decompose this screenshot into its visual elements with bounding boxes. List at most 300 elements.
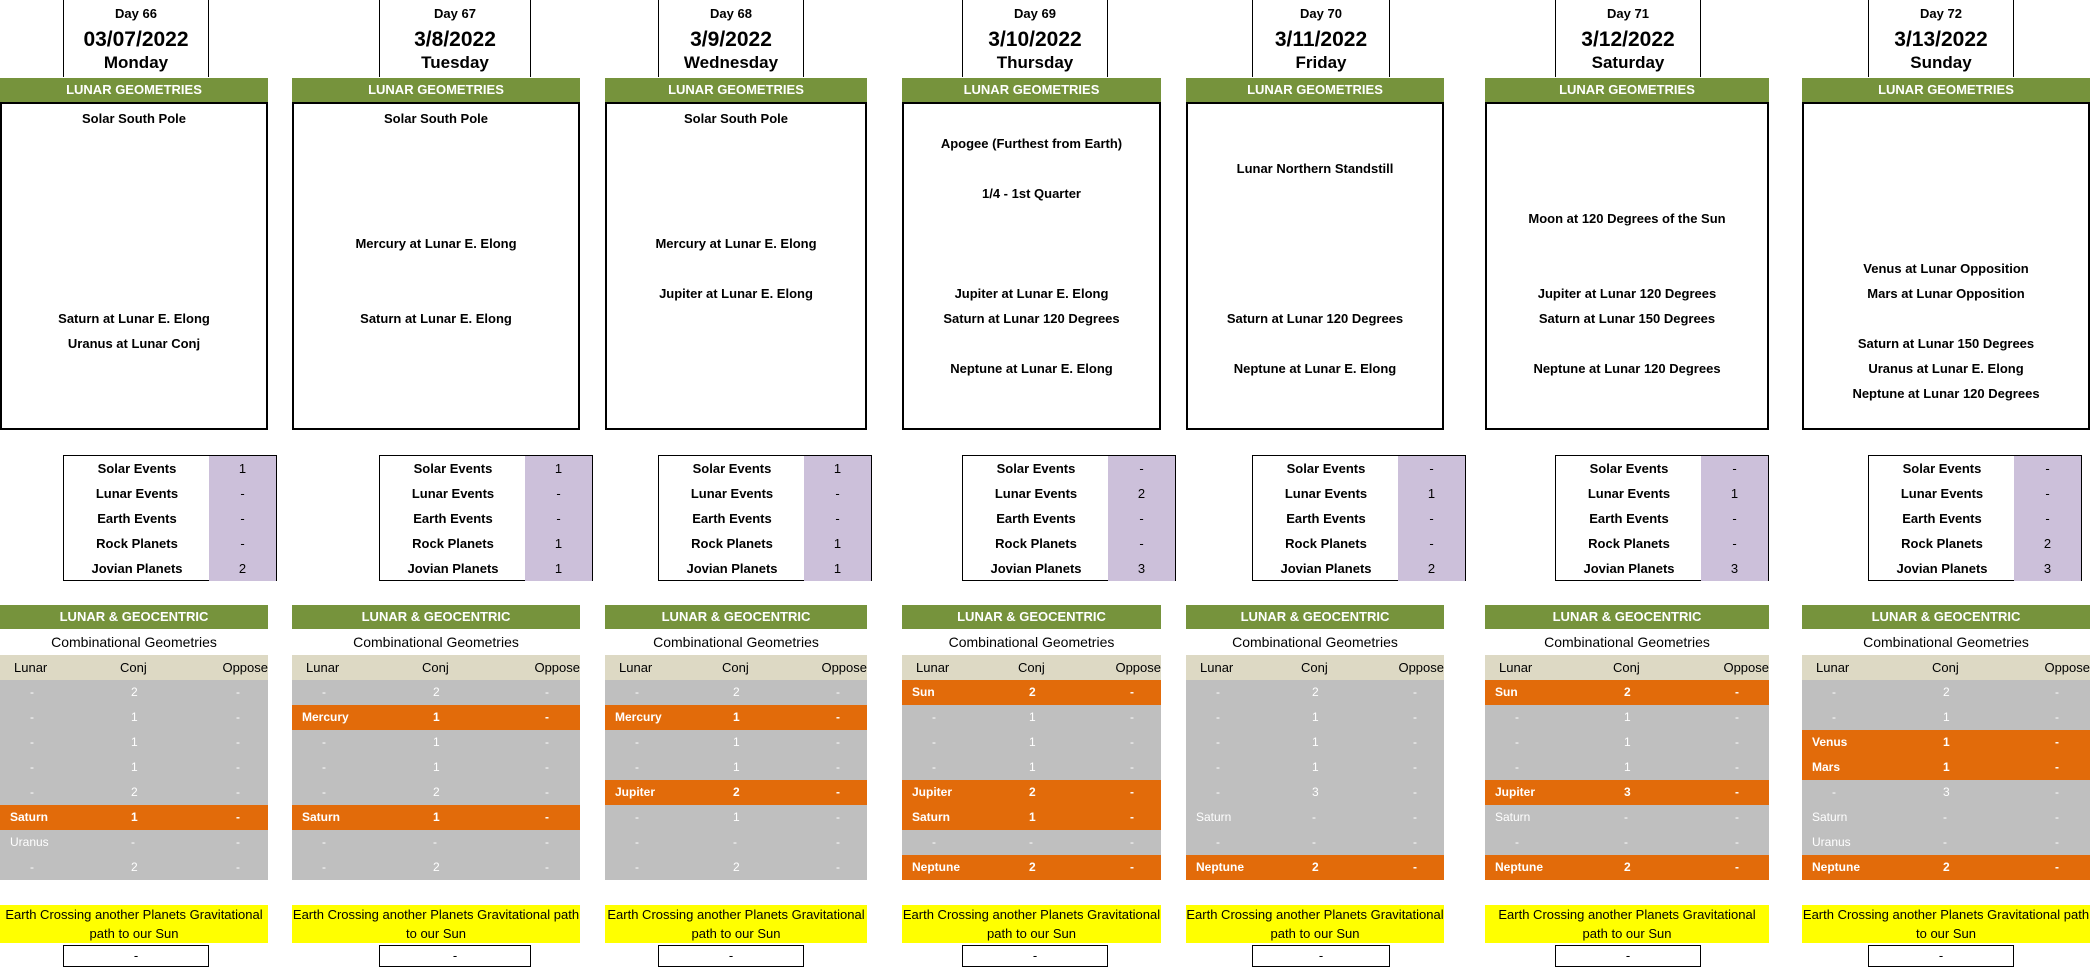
- event-count-label: Rock Planets: [96, 536, 178, 551]
- event-count-value: -: [1108, 456, 1175, 481]
- combo-lunar: -: [322, 685, 326, 699]
- lunar-event: Uranus at Lunar E. Elong: [1868, 361, 2024, 376]
- combo-conj: -: [733, 835, 737, 849]
- combo-row: [1485, 755, 1769, 780]
- combo-conj: -: [1943, 835, 1947, 849]
- earth-crossing-label: Earth Crossing another Planets Gravitational path to our Sun: [0, 905, 268, 943]
- combo-lunar: Jupiter: [1495, 785, 1536, 799]
- combo-row: [0, 855, 268, 880]
- event-count-label: Earth Events: [97, 511, 177, 526]
- date-value: 3/9/2022: [690, 28, 772, 51]
- event-count-value: 1: [804, 531, 871, 556]
- combo-conj: 1: [1943, 760, 1950, 774]
- event-count-row: [659, 556, 871, 581]
- lunar-event: Mercury at Lunar E. Elong: [655, 236, 817, 251]
- event-count-label: Solar Events: [996, 461, 1076, 476]
- combo-lunar: Uranus: [1812, 835, 1851, 849]
- lunar-geometries-title: LUNAR GEOMETRIES: [605, 78, 867, 102]
- combo-lunar: Jupiter: [912, 785, 953, 799]
- weekday-label: Sunday: [1910, 53, 1972, 72]
- event-count-row: [1253, 506, 1465, 531]
- lunar-event: Saturn at Lunar E. Elong: [360, 311, 512, 326]
- lunar-events-box: [0, 102, 268, 430]
- lunar-event: Saturn at Lunar 150 Degrees: [1538, 311, 1716, 326]
- combo-lunar: -: [1216, 760, 1220, 774]
- event-count-row: [1869, 531, 2081, 556]
- combo-row: [1186, 780, 1444, 805]
- event-count-label: Lunar Events: [1284, 486, 1368, 501]
- combo-conj: 2: [131, 685, 138, 699]
- combo-row: [1186, 805, 1444, 830]
- date-header: [63, 0, 209, 77]
- combo-conj: 3: [1943, 785, 1950, 799]
- combo-oppose: -: [1413, 810, 1417, 824]
- combo-oppose: -: [836, 810, 840, 824]
- combo-oppose: -: [545, 835, 549, 849]
- event-count-row: [963, 456, 1175, 481]
- combo-row: [1485, 830, 1769, 855]
- combo-row: [0, 730, 268, 755]
- combo-lunar: Saturn: [1495, 810, 1531, 824]
- event-count-row: [659, 481, 871, 506]
- combo-conj: 2: [1029, 785, 1036, 799]
- event-count-value: 1: [209, 456, 276, 481]
- event-count-row: [64, 531, 276, 556]
- combo-row: [0, 805, 268, 830]
- combo-header-row: [0, 655, 268, 680]
- combo-row: [1485, 680, 1769, 705]
- combo-oppose: -: [2055, 810, 2059, 824]
- header-lunar: Lunar: [1499, 660, 1533, 675]
- event-count-row: [1253, 556, 1465, 581]
- combo-oppose: -: [236, 760, 240, 774]
- event-count-label: Earth Events: [996, 511, 1076, 526]
- event-count-row: [380, 481, 592, 506]
- combo-conj: 2: [1312, 685, 1319, 699]
- event-count-label: Rock Planets: [412, 536, 494, 551]
- weekday-label: Saturday: [1591, 53, 1665, 72]
- combo-lunar: Neptune: [1812, 860, 1860, 874]
- combo-row: [1485, 805, 1769, 830]
- combo-row: [1802, 755, 2090, 780]
- combo-lunar: Saturn: [912, 810, 951, 824]
- combo-lunar: Saturn: [10, 810, 49, 824]
- combo-conj: 2: [1312, 860, 1319, 874]
- header-lunar: Lunar: [14, 660, 48, 675]
- day-number: Day 69: [1014, 6, 1056, 21]
- combo-conj: 1: [1943, 735, 1950, 749]
- event-counts-table: [379, 455, 593, 581]
- lunar-event: Saturn at Lunar 150 Degrees: [1857, 336, 2035, 351]
- lunar-event: Jupiter at Lunar 120 Degrees: [1537, 286, 1717, 301]
- combo-oppose: -: [2055, 685, 2059, 699]
- header-lunar: Lunar: [1200, 660, 1234, 675]
- combo-lunar: Saturn: [302, 810, 341, 824]
- combo-conj: 1: [733, 710, 740, 724]
- combo-oppose: -: [1413, 685, 1417, 699]
- lunar-event: Venus at Lunar Opposition: [1863, 261, 2029, 276]
- event-count-value: 2: [209, 556, 276, 581]
- event-counts-table: [1868, 455, 2082, 581]
- combo-oppose: -: [836, 685, 840, 699]
- event-count-value: -: [1108, 506, 1175, 531]
- lunar-event: Solar South Pole: [81, 111, 186, 126]
- combo-oppose: -: [1130, 835, 1134, 849]
- combo-conj: 1: [733, 735, 740, 749]
- event-count-label: Rock Planets: [1901, 536, 1983, 551]
- event-count-row: [1253, 481, 1465, 506]
- combo-oppose: -: [2055, 735, 2059, 749]
- combo-lunar: -: [322, 760, 326, 774]
- date-value: 3/8/2022: [414, 28, 496, 51]
- event-count-label: Solar Events: [1286, 461, 1366, 476]
- header-oppose: Oppose: [821, 660, 867, 675]
- event-count-label: Lunar Events: [1587, 486, 1671, 501]
- event-count-value: -: [1398, 531, 1465, 556]
- lunar-geocentric-title: LUNAR & GEOCENTRIC: [605, 605, 867, 629]
- combo-oppose: -: [2055, 835, 2059, 849]
- combo-row: [292, 730, 580, 755]
- combo-conj: 1: [131, 710, 138, 724]
- combinational-subtitle: Combinational Geometries: [948, 634, 1115, 650]
- combo-lunar: -: [30, 685, 34, 699]
- combo-oppose: -: [1413, 785, 1417, 799]
- combo-conj: 2: [433, 785, 440, 799]
- date-value: 3/13/2022: [1894, 28, 1988, 51]
- event-count-row: [659, 506, 871, 531]
- combo-lunar: -: [635, 835, 639, 849]
- combo-row: [902, 730, 1161, 755]
- header-conj: Conj: [1613, 660, 1640, 675]
- lunar-geocentric-title: LUNAR & GEOCENTRIC: [1485, 605, 1769, 629]
- date-header: [1252, 0, 1390, 77]
- header-lunar: Lunar: [1816, 660, 1850, 675]
- lunar-geocentric-title: LUNAR & GEOCENTRIC: [292, 605, 580, 629]
- combo-lunar: -: [635, 760, 639, 774]
- lunar-events-box: [1485, 102, 1769, 430]
- combo-conj: 2: [733, 785, 740, 799]
- combo-row: [1802, 705, 2090, 730]
- combo-row: [292, 830, 580, 855]
- event-count-value: 3: [2014, 556, 2081, 581]
- combo-conj: 2: [1029, 860, 1036, 874]
- date-header: [1555, 0, 1701, 77]
- combo-row: [605, 855, 867, 880]
- combo-conj: 3: [1624, 785, 1631, 799]
- event-count-label: Jovian Planets: [1896, 561, 1988, 576]
- event-count-value: 2: [1398, 556, 1465, 581]
- earth-crossing-label: Earth Crossing another Planets Gravitational path to our Sun: [1802, 907, 2090, 941]
- combo-oppose: -: [836, 710, 840, 724]
- date-header: [962, 0, 1108, 77]
- event-count-label: Jovian Planets: [91, 561, 183, 576]
- header-lunar: Lunar: [306, 660, 340, 675]
- combo-oppose: -: [1413, 710, 1417, 724]
- combo-row: [605, 805, 867, 830]
- lunar-geometries-title: LUNAR GEOMETRIES: [1485, 78, 1769, 102]
- combo-lunar: Saturn: [1812, 810, 1848, 824]
- combo-conj: 1: [131, 735, 138, 749]
- combo-row: [902, 780, 1161, 805]
- combo-oppose: -: [836, 735, 840, 749]
- combo-row: [0, 680, 268, 705]
- weekday-label: Friday: [1295, 53, 1347, 72]
- event-count-label: Solar Events: [692, 461, 772, 476]
- combo-conj: -: [1624, 835, 1628, 849]
- combo-lunar: -: [1832, 710, 1836, 724]
- event-count-row: [380, 456, 592, 481]
- combo-conj: 1: [433, 760, 440, 774]
- combo-row: [1802, 830, 2090, 855]
- earth-crossing-label: Earth Crossing another Planets Gravitational path to our Sun: [1485, 905, 1769, 943]
- lunar-event: Neptune at Lunar E. Elong: [1233, 361, 1397, 376]
- combo-lunar: -: [1515, 735, 1519, 749]
- combo-oppose: -: [1735, 760, 1739, 774]
- combo-row: [605, 680, 867, 705]
- header-oppose: Oppose: [222, 660, 268, 675]
- lunar-event: Uranus at Lunar Conj: [67, 336, 201, 351]
- combo-oppose: -: [1130, 810, 1134, 824]
- combo-oppose: -: [2055, 760, 2059, 774]
- event-count-label: Earth Events: [1589, 511, 1669, 526]
- combo-row: [902, 680, 1161, 705]
- event-count-row: [963, 556, 1175, 581]
- combo-lunar: Mercury: [615, 710, 662, 724]
- event-count-label: Jovian Planets: [686, 561, 778, 576]
- lunar-event: Lunar Northern Standstill: [1236, 161, 1394, 176]
- combinational-subtitle: Combinational Geometries: [1544, 634, 1710, 650]
- event-count-row: [1253, 531, 1465, 556]
- header-conj: Conj: [722, 660, 749, 675]
- lunar-events-box: [605, 102, 867, 430]
- event-count-label: Lunar Events: [1900, 486, 1984, 501]
- event-count-label: Earth Events: [1902, 511, 1982, 526]
- event-counts-table: [1555, 455, 1769, 581]
- combo-oppose: -: [1130, 735, 1134, 749]
- lunar-geocentric-title: LUNAR & GEOCENTRIC: [902, 605, 1161, 629]
- combo-lunar: Sun: [912, 685, 935, 699]
- combo-lunar: -: [30, 735, 34, 749]
- date-header: [379, 0, 531, 77]
- combinational-subtitle: Combinational Geometries: [1863, 634, 2029, 650]
- combo-lunar: Neptune: [912, 860, 960, 874]
- combo-row: [1186, 680, 1444, 705]
- combo-lunar: Mercury: [302, 710, 349, 724]
- day-number: Day 66: [115, 6, 157, 21]
- event-count-value: 1: [804, 456, 871, 481]
- lunar-geometries-title: LUNAR GEOMETRIES: [292, 78, 580, 102]
- combo-row: [902, 755, 1161, 780]
- event-count-row: [659, 456, 871, 481]
- combo-oppose: -: [2055, 785, 2059, 799]
- event-count-label: Earth Events: [1286, 511, 1366, 526]
- combo-oppose: -: [836, 760, 840, 774]
- event-count-value: -: [209, 531, 276, 556]
- combo-oppose: -: [1735, 735, 1739, 749]
- combo-row: [605, 705, 867, 730]
- lunar-events-box: [1802, 102, 2090, 430]
- header-lunar: Lunar: [619, 660, 653, 675]
- combo-conj: 1: [1312, 760, 1319, 774]
- combo-conj: 1: [1029, 710, 1036, 724]
- weekday-label: Tuesday: [421, 53, 489, 72]
- day-number: Day 72: [1920, 6, 1962, 21]
- combo-lunar: Uranus: [10, 835, 49, 849]
- combo-conj: 2: [1624, 860, 1631, 874]
- combo-oppose: -: [545, 760, 549, 774]
- combo-oppose: -: [1735, 710, 1739, 724]
- earth-crossing-value: -: [379, 945, 531, 967]
- combo-lunar: -: [30, 710, 34, 724]
- combo-row: [0, 755, 268, 780]
- lunar-event: Neptune at Lunar 120 Degrees: [1533, 361, 1721, 376]
- header-conj: Conj: [120, 660, 147, 675]
- event-count-label: Lunar Events: [994, 486, 1078, 501]
- combo-lunar: -: [1832, 785, 1836, 799]
- lunar-event: Mercury at Lunar E. Elong: [355, 236, 517, 251]
- combo-header-row: [1186, 655, 1444, 680]
- combo-conj: 1: [1029, 760, 1036, 774]
- combo-oppose: -: [236, 735, 240, 749]
- event-count-value: -: [209, 506, 276, 531]
- combo-lunar: Sun: [1495, 685, 1518, 699]
- date-value: 03/07/2022: [83, 28, 189, 51]
- lunar-geometries-title: LUNAR GEOMETRIES: [0, 78, 268, 102]
- earth-crossing-label: Earth Crossing another Planets Gravitational path to our Sun: [902, 907, 1161, 941]
- event-count-row: [1869, 481, 2081, 506]
- combo-oppose: -: [1130, 760, 1134, 774]
- combo-lunar: Mars: [1812, 760, 1841, 774]
- event-counts-table: [63, 455, 277, 581]
- earth-crossing-label: Earth Crossing another Planets Gravitational path to our Sun: [605, 905, 867, 943]
- combo-conj: -: [1312, 835, 1316, 849]
- combo-conj: 2: [1029, 685, 1036, 699]
- combo-row: [292, 705, 580, 730]
- event-count-value: -: [209, 481, 276, 506]
- combo-lunar: Jupiter: [615, 785, 656, 799]
- combo-lunar: -: [1216, 835, 1220, 849]
- earth-crossing-value: -: [1555, 945, 1701, 967]
- combo-header-row: [1485, 655, 1769, 680]
- combo-lunar: -: [635, 810, 639, 824]
- combo-lunar: -: [932, 735, 936, 749]
- combo-lunar: Neptune: [1495, 860, 1543, 874]
- combo-oppose: -: [1130, 860, 1134, 874]
- event-count-row: [1556, 481, 1768, 506]
- event-count-label: Earth Events: [413, 511, 493, 526]
- combo-lunar: -: [322, 835, 326, 849]
- combo-conj: 1: [433, 810, 440, 824]
- event-count-row: [64, 556, 276, 581]
- combo-oppose: -: [1413, 760, 1417, 774]
- combo-oppose: -: [545, 710, 549, 724]
- combo-conj: -: [1624, 810, 1628, 824]
- combo-lunar: -: [635, 685, 639, 699]
- event-count-value: -: [525, 481, 592, 506]
- combo-oppose: -: [236, 810, 240, 824]
- combo-oppose: -: [1735, 860, 1739, 874]
- combo-oppose: -: [545, 735, 549, 749]
- combo-oppose: -: [236, 685, 240, 699]
- event-count-label: Rock Planets: [1285, 536, 1367, 551]
- combo-row: [902, 855, 1161, 880]
- combo-row: [1802, 855, 2090, 880]
- combo-conj: 1: [733, 760, 740, 774]
- combo-lunar: Saturn: [1196, 810, 1232, 824]
- combo-conj: 2: [1624, 685, 1631, 699]
- combo-row: [292, 780, 580, 805]
- combo-lunar: -: [30, 860, 34, 874]
- combo-row: [292, 805, 580, 830]
- earth-crossing-value: -: [1252, 945, 1390, 967]
- combo-lunar: -: [1216, 710, 1220, 724]
- combo-oppose: -: [1130, 785, 1134, 799]
- combo-oppose: -: [1130, 710, 1134, 724]
- combo-row: [1485, 705, 1769, 730]
- event-count-label: Jovian Planets: [1583, 561, 1675, 576]
- lunar-event: Apogee (Furthest from Earth): [940, 136, 1123, 151]
- event-count-label: Solar Events: [1589, 461, 1669, 476]
- event-count-value: 1: [804, 556, 871, 581]
- combo-oppose: -: [545, 860, 549, 874]
- event-count-row: [1556, 556, 1768, 581]
- combo-oppose: -: [836, 860, 840, 874]
- combinational-subtitle: Combinational Geometries: [1232, 634, 1398, 650]
- event-count-label: Jovian Planets: [407, 561, 499, 576]
- combo-conj: 1: [1312, 735, 1319, 749]
- event-count-row: [1869, 456, 2081, 481]
- event-count-row: [659, 531, 871, 556]
- lunar-event: Saturn at Lunar 120 Degrees: [1226, 311, 1404, 326]
- event-count-row: [1869, 556, 2081, 581]
- combo-oppose: -: [836, 835, 840, 849]
- date-value: 3/12/2022: [1581, 28, 1675, 51]
- date-header: [658, 0, 804, 77]
- combo-conj: 1: [131, 810, 138, 824]
- combo-row: [1802, 730, 2090, 755]
- earth-crossing-value: -: [1868, 945, 2014, 967]
- event-count-value: -: [1701, 531, 1768, 556]
- header-conj: Conj: [1018, 660, 1045, 675]
- combo-row: [1485, 855, 1769, 880]
- lunar-geometries-title: LUNAR GEOMETRIES: [1802, 78, 2090, 102]
- header-oppose: Oppose: [534, 660, 580, 675]
- combo-row: [605, 755, 867, 780]
- lunar-geometries-title: LUNAR GEOMETRIES: [902, 78, 1161, 102]
- combo-conj: 2: [1943, 685, 1950, 699]
- combo-lunar: -: [1216, 785, 1220, 799]
- event-count-value: -: [2014, 506, 2081, 531]
- earth-crossing-value: -: [962, 945, 1108, 967]
- combo-lunar: -: [635, 860, 639, 874]
- combo-row: [1186, 755, 1444, 780]
- combo-conj: 2: [733, 685, 740, 699]
- lunar-event: Saturn at Lunar 120 Degrees: [943, 311, 1120, 326]
- combo-row: [605, 730, 867, 755]
- combo-conj: 2: [131, 860, 138, 874]
- combo-conj: -: [1943, 810, 1947, 824]
- event-count-row: [963, 531, 1175, 556]
- combo-row: [1485, 730, 1769, 755]
- combo-lunar: -: [1515, 760, 1519, 774]
- combo-row: [1802, 780, 2090, 805]
- combo-oppose: -: [545, 685, 549, 699]
- event-count-value: 1: [525, 456, 592, 481]
- earth-crossing-value: -: [63, 945, 209, 967]
- combo-row: [1485, 780, 1769, 805]
- combo-oppose: -: [1413, 860, 1417, 874]
- combo-conj: 1: [1312, 710, 1319, 724]
